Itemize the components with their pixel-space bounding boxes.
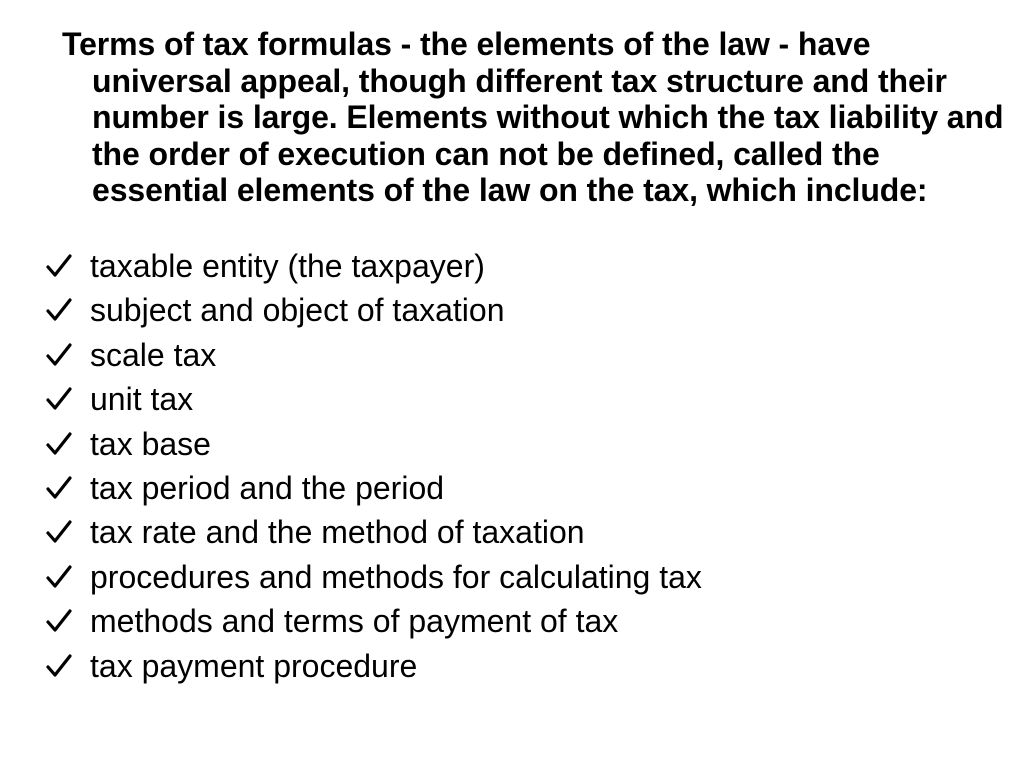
list-item-label: unit tax [90, 381, 194, 418]
checkmark-icon [46, 246, 90, 286]
checkmark-icon [46, 379, 90, 419]
checkmark-icon [46, 646, 90, 686]
list-item-label: tax period and the period [90, 469, 445, 506]
list-item-label: tax rate and the method of taxation [90, 514, 585, 551]
list-item-label: tax base [90, 425, 211, 462]
list-item [46, 379, 702, 423]
list-item [46, 424, 702, 468]
list-item-label: scale tax [90, 336, 217, 373]
list-item [46, 557, 702, 601]
list-item [46, 601, 702, 645]
checkmark-icon [46, 290, 90, 330]
checkmark-icon [46, 335, 90, 375]
list-item-label: subject and object of taxation [90, 292, 505, 329]
checkmark-icon [46, 601, 90, 641]
list-item [46, 512, 702, 556]
checkmark-icon [46, 468, 90, 508]
list-item [46, 646, 702, 690]
list-item-label: procedures and methods for calculating tax [90, 558, 702, 595]
list-item [46, 468, 702, 512]
checkmark-icon [46, 557, 90, 597]
list-item-label: taxable entity (the taxpayer) [90, 248, 485, 284]
list-item [46, 246, 702, 290]
elements-list [46, 246, 702, 690]
list-item-label: methods and terms of payment of tax [90, 603, 619, 640]
checkmark-icon [46, 512, 90, 552]
intro-paragraph: Terms of tax formulas - the elements of the law - have universal appeal, though different tax structure and their number is large. Elements without which the tax liability and the order of execution can not be defined, called the essential elements of the law on the tax, which include: [62, 26, 1004, 209]
list-item [46, 290, 702, 334]
list-item [46, 335, 702, 379]
list-item-label: tax payment procedure [90, 647, 418, 684]
checkmark-icon [46, 424, 90, 464]
